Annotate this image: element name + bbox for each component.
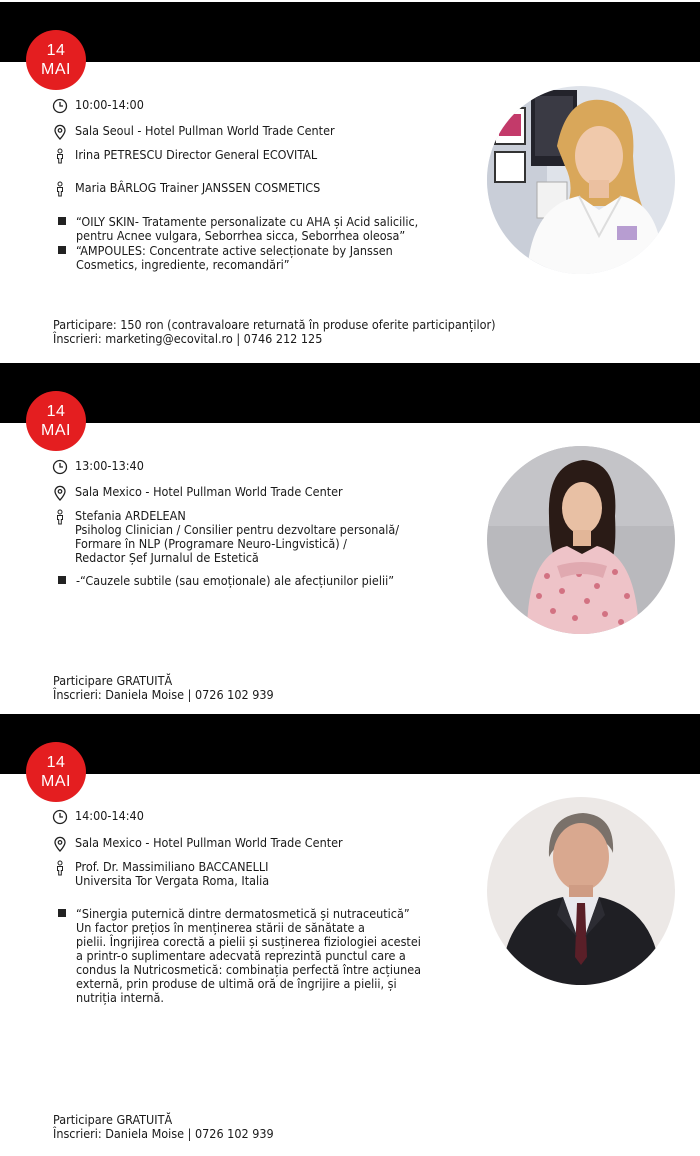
time-row xyxy=(52,809,144,825)
date-month: MAI xyxy=(41,773,71,790)
date-month: MAI xyxy=(41,422,71,439)
location-pin-icon xyxy=(52,836,68,852)
speaker-row xyxy=(52,509,399,565)
topic-text: “Sinergia puternică dintre dermatosmetică și nutraceutică” Un factor prețios în menținerea stării de sănătate a pielii. Îngrijirea corectă a pielii și susținerea fiziologiei acestei a printr-o suplimentare adecvată reprezintă punctul care a condus la Nutricosmetică: combinația perfectă între acțiunea externă, prin produse de ultimă oră de îngrijire a pielii, și nutriția internă. xyxy=(76,906,422,1005)
time-row xyxy=(52,98,144,114)
registration-text: Înscrieri: Daniela Moise | 0726 102 939 xyxy=(53,1126,274,1141)
participation-text: Participare GRATUITĂ xyxy=(53,673,173,688)
topic-row xyxy=(52,215,418,243)
topic-row xyxy=(52,907,421,1005)
location-pin-icon xyxy=(52,124,68,140)
square-bullet-icon xyxy=(58,217,66,225)
date-badge xyxy=(26,742,86,802)
time-text: 10:00-14:00 xyxy=(75,97,144,112)
location-row xyxy=(52,485,343,501)
location-pin-icon xyxy=(52,485,68,501)
participation-text: Participare GRATUITĂ xyxy=(53,1112,173,1127)
topic-row xyxy=(52,244,393,272)
speaker-text: Irina PETRESCU Director General ECOVITAL xyxy=(75,147,318,162)
date-month: MAI xyxy=(41,61,71,78)
speaker-photo xyxy=(487,86,675,274)
speaker-row xyxy=(52,860,269,888)
event-card-1 xyxy=(0,2,700,362)
clock-icon xyxy=(52,459,68,475)
time-text: 13:00-13:40 xyxy=(75,458,144,473)
registration-text: Înscrieri: marketing@ecovital.ro | 0746 212 125 xyxy=(53,331,323,346)
speaker-photo xyxy=(487,446,675,634)
speaker-row xyxy=(52,148,317,164)
person-icon xyxy=(52,181,68,197)
square-bullet-icon xyxy=(58,246,66,254)
date-day: 14 xyxy=(46,42,66,59)
header-band xyxy=(0,2,700,62)
topic-text: “OILY SKIN- Tratamente personalizate cu AHA și Acid salicilic, pentru Acnee vulgara, Seborrhea sicca, Seborrhea oleosa” xyxy=(76,214,419,243)
location-row xyxy=(52,124,335,140)
location-text: Sala Mexico - Hotel Pullman World Trade Center xyxy=(75,484,343,499)
speaker-text: Stefania ARDELEAN Psiholog Clinician / Consilier pentru dezvoltare personală/ Formare în NLP (Programare Neuro-Lingvistică) / Redactor Șef Jurnalul de Estetică xyxy=(75,508,400,565)
person-icon xyxy=(52,509,68,525)
topic-row xyxy=(52,574,394,588)
location-row xyxy=(52,836,343,852)
clock-icon xyxy=(52,98,68,114)
time-row xyxy=(52,459,144,475)
header-band xyxy=(0,714,700,774)
person-icon xyxy=(52,860,68,876)
participation-text: Participare: 150 ron (contravaloare returnată în produse oferite participanților) xyxy=(53,317,496,332)
square-bullet-icon xyxy=(58,909,66,917)
header-band xyxy=(0,363,700,423)
speaker-row xyxy=(52,181,320,197)
speaker-text: Maria BÂRLOG Trainer JANSSEN COSMETICS xyxy=(75,180,321,195)
event-card-2 xyxy=(0,363,700,713)
event-card-3 xyxy=(0,714,700,1156)
topic-text: -“Cauzele subtile (sau emoționale) ale afecțiunilor pielii” xyxy=(76,573,395,588)
square-bullet-icon xyxy=(58,576,66,584)
clock-icon xyxy=(52,809,68,825)
time-text: 14:00-14:40 xyxy=(75,808,144,823)
location-text: Sala Mexico - Hotel Pullman World Trade Center xyxy=(75,835,343,850)
date-day: 14 xyxy=(46,403,66,420)
topic-text: “AMPOULES: Concentrate active selecționate by Janssen Cosmetics, ingrediente, recomandări” xyxy=(76,243,393,272)
speaker-text: Prof. Dr. Massimiliano BACCANELLI Universita Tor Vergata Roma, Italia xyxy=(75,859,270,888)
date-badge xyxy=(26,391,86,451)
person-icon xyxy=(52,148,68,164)
date-badge xyxy=(26,30,86,90)
date-day: 14 xyxy=(46,754,66,771)
speaker-photo xyxy=(487,797,675,985)
registration-text: Înscrieri: Daniela Moise | 0726 102 939 xyxy=(53,687,274,702)
location-text: Sala Seoul - Hotel Pullman World Trade Center xyxy=(75,123,335,138)
